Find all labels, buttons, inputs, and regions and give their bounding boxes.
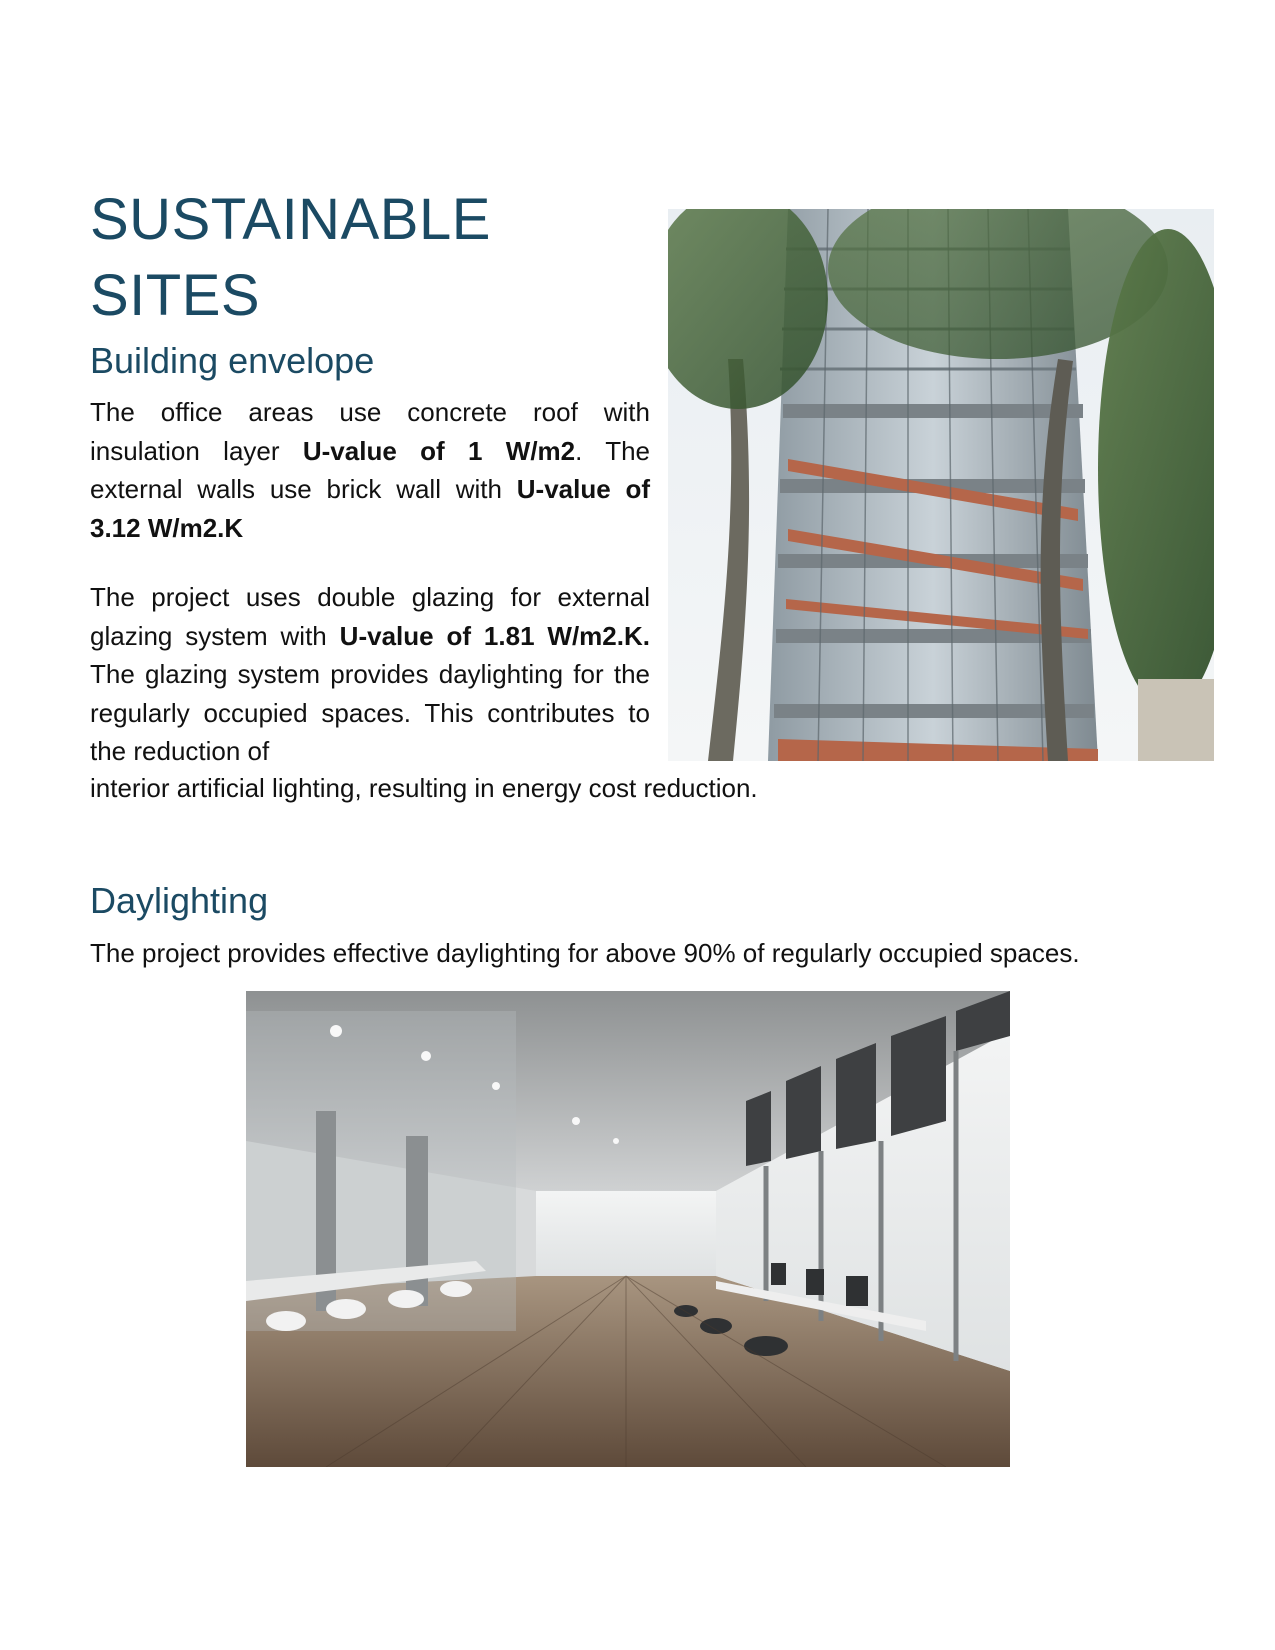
building-facade-photo: [668, 209, 1214, 761]
envelope-paragraph-2-continued: interior artificial lighting, resulting in energy cost reduction.: [90, 773, 758, 803]
envelope-p1-bold-2: U-value of 3.12 W/m2.K: [90, 474, 650, 543]
building-envelope-heading: Building envelope: [90, 340, 375, 381]
envelope-p1-bold-1: U-value of 1 W/m2: [302, 435, 576, 466]
envelope-p2-text-1: The project uses double glazing for external glazing system with: [90, 582, 650, 651]
envelope-p1-text-1: The office areas use concrete roof with insulation layer: [90, 397, 650, 466]
daylighting-paragraph: The project provides effective daylighting for above 90% of regularly occupied spaces.: [90, 938, 1080, 968]
envelope-p2-text-2: The glazing system provides daylighting for the regularly occupied spaces. This contributes to the reduction of: [90, 659, 650, 766]
daylighting-heading: Daylighting: [90, 880, 269, 921]
envelope-paragraph-2: [90, 578, 650, 771]
envelope-p2-bold-1: U-value of 1.81 W/m2.K.: [339, 620, 650, 651]
office-interior-photo: [246, 991, 1010, 1467]
page-title: [90, 182, 610, 334]
page-title-line-1: SUSTAINABLE: [90, 187, 491, 252]
envelope-p1-text-2: . The external walls use brick wall with: [90, 435, 651, 504]
page-title-line-2: SITES: [90, 263, 261, 328]
envelope-paragraph-1: [90, 393, 650, 547]
